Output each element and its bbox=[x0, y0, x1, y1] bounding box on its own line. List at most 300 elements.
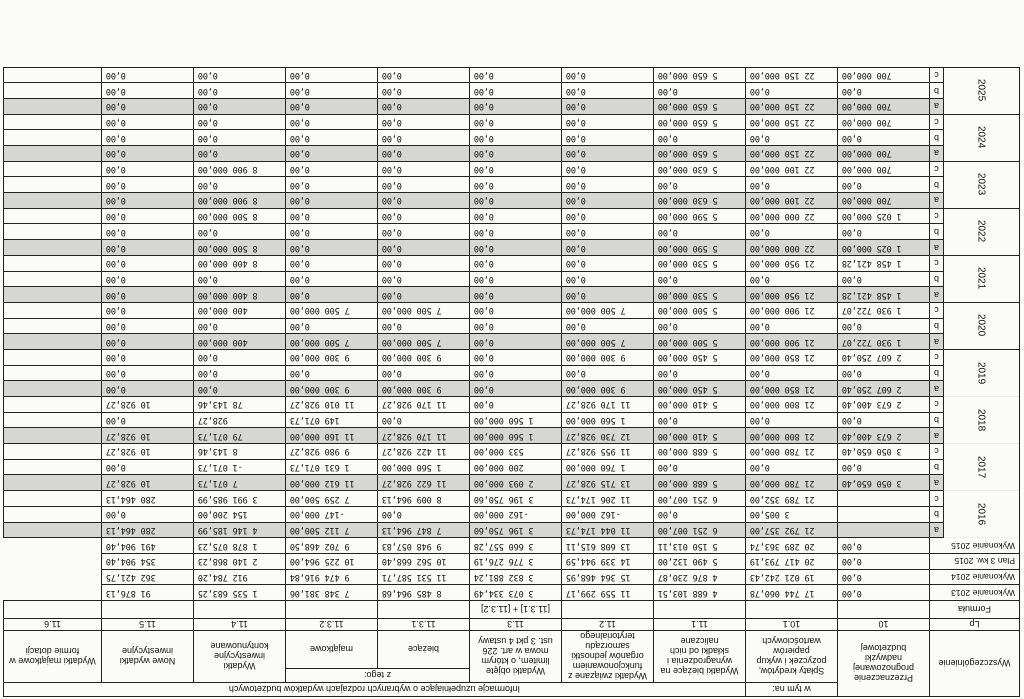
value-cell: 0,00 bbox=[101, 208, 193, 224]
header-w-tym-na: w tym na: bbox=[745, 683, 837, 697]
value-cell: 0,00 bbox=[653, 271, 745, 287]
value-cell: 0,00 bbox=[469, 146, 561, 162]
table-row bbox=[3, 475, 1019, 491]
table-row bbox=[3, 146, 1019, 162]
value-cell: 7 071,73 bbox=[193, 475, 285, 491]
row-label: Wykonanie 2015 bbox=[929, 538, 1019, 554]
value-cell: 1 560 000,00 bbox=[469, 428, 561, 444]
empty-cell bbox=[3, 83, 101, 99]
value-cell: 21 900 000,00 bbox=[745, 334, 837, 350]
value-cell: 0,00 bbox=[561, 177, 653, 193]
table-row bbox=[3, 444, 1019, 460]
value-cell: 0,00 bbox=[469, 350, 561, 366]
value-cell: 0,00 bbox=[561, 208, 653, 224]
empty-cell bbox=[3, 444, 101, 460]
value-cell: 22 150 000,00 bbox=[745, 99, 837, 115]
value-cell: 1 631 071,73 bbox=[285, 459, 377, 475]
value-cell: 17 744 060,78 bbox=[745, 585, 837, 601]
value-cell: 9 300 000,00 bbox=[285, 350, 377, 366]
value-cell: 5 450 000,00 bbox=[653, 350, 745, 366]
value-cell: 0,00 bbox=[745, 318, 837, 334]
sub-label: a bbox=[929, 475, 943, 491]
table-row bbox=[3, 381, 1019, 397]
empty-cell bbox=[3, 146, 101, 162]
sub-label: b bbox=[929, 83, 943, 99]
value-cell: 14 339 944,59 bbox=[561, 553, 653, 569]
value-cell: -147 000,00 bbox=[285, 506, 377, 522]
value-cell: 5 530 000,00 bbox=[653, 255, 745, 271]
value-cell: 0,00 bbox=[469, 193, 561, 209]
sub-label: c bbox=[929, 397, 943, 413]
value-cell: 10 928,27 bbox=[101, 428, 193, 444]
value-cell: 0,00 bbox=[653, 459, 745, 475]
value-cell: 2 607 250,40 bbox=[837, 350, 929, 366]
value-cell: 21 900 000,00 bbox=[745, 302, 837, 318]
value-cell: 0,00 bbox=[745, 365, 837, 381]
value-cell: 0,00 bbox=[193, 99, 285, 115]
value-cell: 9 300 000,00 bbox=[377, 381, 469, 397]
sub-label: c bbox=[929, 208, 943, 224]
value-cell: 0,00 bbox=[101, 99, 193, 115]
sub-label: b bbox=[929, 506, 943, 522]
table-row bbox=[3, 318, 1019, 334]
value-cell: 5 688 000,00 bbox=[653, 475, 745, 491]
value-cell: 0,00 bbox=[285, 255, 377, 271]
sub-label: c bbox=[929, 255, 943, 271]
table-row bbox=[3, 428, 1019, 444]
value-cell: 5 688 000,00 bbox=[653, 444, 745, 460]
value-cell: 0,00 bbox=[285, 177, 377, 193]
value-cell: 0,00 bbox=[653, 83, 745, 99]
value-cell: 22 150 000,00 bbox=[745, 146, 837, 162]
value-cell: 400 000,00 bbox=[193, 334, 285, 350]
value-cell: 91 876,13 bbox=[101, 585, 193, 601]
value-cell: 0,00 bbox=[653, 224, 745, 240]
value-cell: 0,00 bbox=[837, 365, 929, 381]
value-cell: 9 300 000,00 bbox=[377, 350, 469, 366]
value-cell: 0,00 bbox=[101, 271, 193, 287]
empty-cell bbox=[3, 350, 101, 366]
value-cell: 0,00 bbox=[837, 224, 929, 240]
formula-cell bbox=[285, 601, 377, 619]
przeznaczenie-cell: 0,00 bbox=[837, 585, 929, 601]
value-cell: 8 143,46 bbox=[193, 444, 285, 460]
value-cell: 1 025 000,00 bbox=[837, 240, 929, 256]
table-row bbox=[3, 83, 1019, 99]
value-cell: 5 590 000,00 bbox=[653, 208, 745, 224]
empty-cell bbox=[3, 161, 101, 177]
value-cell: 11 170 928,27 bbox=[561, 397, 653, 413]
value-cell: 0,00 bbox=[285, 99, 377, 115]
value-cell: 3 832 881,24 bbox=[469, 569, 561, 585]
value-cell: 0,00 bbox=[837, 177, 929, 193]
value-cell: 0,00 bbox=[377, 99, 469, 115]
header-przeznaczenie: Przeznaczenie prognozowanej nadwyżki budżetowej bbox=[837, 631, 929, 697]
value-cell: 5 630 000,00 bbox=[653, 193, 745, 209]
header-z-tego: z tego: bbox=[285, 669, 469, 683]
value-cell: 0,00 bbox=[561, 318, 653, 334]
value-cell: 21 780 000,00 bbox=[745, 475, 837, 491]
year-label: 2019 bbox=[944, 350, 1020, 397]
value-cell: 22 000 000,00 bbox=[745, 240, 837, 256]
value-cell: 0,00 bbox=[561, 67, 653, 83]
value-cell: 10 562 668,40 bbox=[377, 553, 469, 569]
value-cell: 0,00 bbox=[285, 365, 377, 381]
value-cell: 200 000,00 bbox=[469, 459, 561, 475]
empty-cell bbox=[3, 365, 101, 381]
year-label: 2021 bbox=[944, 255, 1020, 302]
value-cell: 0,00 bbox=[469, 302, 561, 318]
value-cell: 0,00 bbox=[561, 83, 653, 99]
value-cell: 78 143,46 bbox=[193, 397, 285, 413]
sub-label: c bbox=[929, 444, 943, 460]
value-cell: 1 930 722,07 bbox=[837, 334, 929, 350]
value-cell: 8 500 000,00 bbox=[193, 240, 285, 256]
sub-label: b bbox=[929, 459, 943, 475]
table-row bbox=[3, 459, 1019, 475]
empty-cell bbox=[3, 412, 101, 428]
value-cell: 928,27 bbox=[193, 412, 285, 428]
value-cell: 2 093 000,00 bbox=[469, 475, 561, 491]
value-cell: 4 688 103,51 bbox=[653, 585, 745, 601]
sub-label: b bbox=[929, 177, 943, 193]
value-cell: 1 560 000,00 bbox=[377, 459, 469, 475]
year-label: 2020 bbox=[944, 302, 1020, 349]
empty-cell bbox=[3, 506, 101, 522]
value-cell: 7 847 964,13 bbox=[377, 522, 469, 538]
table-row bbox=[3, 412, 1019, 428]
przeznaczenie-cell: 0,00 bbox=[837, 538, 929, 554]
table-row bbox=[3, 114, 1019, 130]
value-cell: 0,00 bbox=[377, 412, 469, 428]
value-cell: 0,00 bbox=[837, 83, 929, 99]
value-cell: 0,00 bbox=[285, 271, 377, 287]
value-cell: 11 170 928,27 bbox=[377, 428, 469, 444]
value-cell: 0,00 bbox=[561, 365, 653, 381]
value-cell: 0,00 bbox=[285, 83, 377, 99]
value-cell: 10 928,27 bbox=[101, 444, 193, 460]
value-cell: 0,00 bbox=[561, 99, 653, 115]
formula-cell bbox=[561, 601, 653, 619]
year-label: 2022 bbox=[944, 208, 1020, 255]
value-cell: 5 150 013,11 bbox=[653, 538, 745, 554]
value-cell: 22 000 000,00 bbox=[745, 208, 837, 224]
table-row bbox=[3, 99, 1019, 115]
value-cell: 4 876 230,87 bbox=[653, 569, 745, 585]
value-cell: 3 776 276,19 bbox=[469, 553, 561, 569]
value-cell: 0,00 bbox=[101, 334, 193, 350]
value-cell: 11 170 928,27 bbox=[377, 397, 469, 413]
lp-number: 11.3.2 bbox=[285, 619, 377, 631]
value-cell: 280 464,13 bbox=[101, 522, 193, 538]
lp-number: 11.4 bbox=[193, 619, 285, 631]
value-cell: 21 800 000,00 bbox=[745, 428, 837, 444]
value-cell: 11 955 928,27 bbox=[561, 444, 653, 460]
value-cell: 0,00 bbox=[193, 350, 285, 366]
value-cell: 5 650 000,00 bbox=[653, 146, 745, 162]
value-cell: 0,00 bbox=[101, 146, 193, 162]
value-cell: 7 500 000,00 bbox=[285, 302, 377, 318]
value-cell: 2 140 868,23 bbox=[193, 553, 285, 569]
lp-number: 10.1 bbox=[745, 619, 837, 631]
header-wydatki-zwiazane: Wydatki związane z funkcjonowaniem organów jednostki samorządu terytorialnego bbox=[561, 631, 653, 683]
value-cell: 8 400 000,00 bbox=[193, 287, 285, 303]
value-cell: 0,00 bbox=[101, 318, 193, 334]
empty-cell bbox=[3, 522, 101, 538]
lp-number: 11.1 bbox=[653, 619, 745, 631]
value-cell: 0,00 bbox=[285, 146, 377, 162]
value-cell: 1 025 000,00 bbox=[837, 208, 929, 224]
value-cell: 0,00 bbox=[377, 193, 469, 209]
value-cell: 0,00 bbox=[469, 318, 561, 334]
value-cell: 0,00 bbox=[101, 459, 193, 475]
empty-cell bbox=[3, 177, 101, 193]
empty-cell bbox=[3, 271, 101, 287]
value-cell: 354 904,40 bbox=[101, 553, 193, 569]
sub-label: a bbox=[929, 381, 943, 397]
sub-label: c bbox=[929, 67, 943, 83]
table-row bbox=[3, 177, 1019, 193]
value-cell: 280 464,13 bbox=[101, 491, 193, 507]
value-cell: 0,00 bbox=[377, 146, 469, 162]
value-cell: 5 490 132,00 bbox=[653, 553, 745, 569]
header-splaty: Spłaty kredytów, pożyczek i wykup papierów wartościowych bbox=[745, 631, 837, 683]
value-cell: 5 650 000,00 bbox=[653, 67, 745, 83]
value-cell: 0,00 bbox=[837, 459, 929, 475]
value-cell: 0,00 bbox=[745, 224, 837, 240]
empty-cell bbox=[3, 397, 101, 413]
empty-cell bbox=[3, 114, 101, 130]
value-cell: 0,00 bbox=[377, 255, 469, 271]
value-cell: 5 500 000,00 bbox=[653, 302, 745, 318]
header-inwest-kontynuowane: Wydatki inwestycyjne kontynuowane bbox=[193, 631, 285, 683]
value-cell: 5 630 000,00 bbox=[653, 161, 745, 177]
year-label: 2025 bbox=[944, 67, 1020, 114]
empty-cell bbox=[3, 287, 101, 303]
value-cell: 0,00 bbox=[469, 397, 561, 413]
table-row bbox=[3, 334, 1019, 350]
value-cell: 0,00 bbox=[469, 99, 561, 115]
value-cell: 0,00 bbox=[377, 365, 469, 381]
header-wydatki-biezace: Wydatki bieżące na wynagrodzenia i składki od nich naliczane bbox=[653, 631, 745, 683]
value-cell: 8 500 000,00 bbox=[193, 208, 285, 224]
value-cell: 1 535 683,25 bbox=[193, 585, 285, 601]
year-label: 2017 bbox=[944, 444, 1020, 491]
value-cell: 0,00 bbox=[561, 114, 653, 130]
value-cell: 0,00 bbox=[653, 506, 745, 522]
table-row bbox=[3, 365, 1019, 381]
value-cell: 0,00 bbox=[101, 350, 193, 366]
value-cell: 0,00 bbox=[193, 177, 285, 193]
formula-cell bbox=[377, 601, 469, 619]
value-cell: 10 928,27 bbox=[101, 397, 193, 413]
empty-cell bbox=[3, 130, 101, 146]
value-cell: 700 000,00 bbox=[837, 193, 929, 209]
value-cell: 20 289 363,74 bbox=[745, 538, 837, 554]
value-cell: 8 900 000,00 bbox=[193, 161, 285, 177]
value-cell: 22 100 000,00 bbox=[745, 193, 837, 209]
value-cell: 5 410 000,00 bbox=[653, 397, 745, 413]
value-cell: 0,00 bbox=[837, 271, 929, 287]
formula-cell bbox=[101, 601, 193, 619]
empty-cell bbox=[3, 255, 101, 271]
value-cell: 1 560 000,00 bbox=[469, 412, 561, 428]
value-cell: 1 760 000,00 bbox=[561, 459, 653, 475]
budget-table bbox=[3, 67, 1020, 697]
przeznaczenie-cell bbox=[837, 506, 929, 522]
value-cell: 0,00 bbox=[561, 287, 653, 303]
value-cell: 11 559 299,17 bbox=[561, 585, 653, 601]
value-cell: 3 050 650,40 bbox=[837, 475, 929, 491]
value-cell: 0,00 bbox=[285, 208, 377, 224]
sub-label: c bbox=[929, 350, 943, 366]
value-cell: 0,00 bbox=[101, 224, 193, 240]
lp-number: 11.6 bbox=[3, 619, 101, 631]
formula-cell bbox=[653, 601, 745, 619]
value-cell: 0,00 bbox=[285, 193, 377, 209]
value-cell: 0,00 bbox=[561, 271, 653, 287]
sub-label: a bbox=[929, 240, 943, 256]
value-cell: 0,00 bbox=[469, 224, 561, 240]
value-cell: 7 500 000,00 bbox=[377, 302, 469, 318]
lp-number: 11.2 bbox=[561, 619, 653, 631]
value-cell: 0,00 bbox=[193, 224, 285, 240]
value-cell: -1 071,73 bbox=[193, 459, 285, 475]
value-cell: 7 500 000,00 bbox=[285, 334, 377, 350]
value-cell: 0,00 bbox=[101, 365, 193, 381]
value-cell: 0,00 bbox=[837, 130, 929, 146]
value-cell: 10 225 964,00 bbox=[285, 553, 377, 569]
value-cell: 0,00 bbox=[193, 271, 285, 287]
value-cell: 20 417 793,19 bbox=[745, 553, 837, 569]
value-cell: 0,00 bbox=[285, 67, 377, 83]
formula-label: Formuła bbox=[929, 601, 1019, 619]
value-cell: 21 850 000,00 bbox=[745, 381, 837, 397]
value-cell: 0,00 bbox=[101, 255, 193, 271]
table-row bbox=[3, 585, 1019, 601]
value-cell: 21 780 000,00 bbox=[745, 444, 837, 460]
value-cell: 1 930 722,07 bbox=[837, 302, 929, 318]
sub-label: c bbox=[929, 491, 943, 507]
value-cell: 5 650 000,00 bbox=[653, 99, 745, 115]
value-cell: 5 410 000,00 bbox=[653, 428, 745, 444]
value-cell: 8 009 964,13 bbox=[377, 491, 469, 507]
value-cell: 9 300 000,00 bbox=[285, 381, 377, 397]
value-cell: 11 010 928,27 bbox=[285, 397, 377, 413]
table-row bbox=[3, 67, 1019, 83]
value-cell: 0,00 bbox=[745, 130, 837, 146]
value-cell: 0,00 bbox=[745, 83, 837, 99]
header-wydatki-objete: Wydatki objęte limitem, o którym mowa w art. 226 ust. 3 pkt 4 ustawy bbox=[469, 631, 561, 683]
empty-cell bbox=[3, 381, 101, 397]
value-cell: 912 784,20 bbox=[193, 569, 285, 585]
value-cell: 6 251 007,00 bbox=[653, 491, 745, 507]
value-cell: 0,00 bbox=[745, 177, 837, 193]
sub-label: c bbox=[929, 302, 943, 318]
value-cell: 3 196 750,60 bbox=[469, 491, 561, 507]
value-cell: 9 300 000,00 bbox=[561, 350, 653, 366]
value-cell: 5 650 000,00 bbox=[653, 114, 745, 130]
value-cell: 0,00 bbox=[377, 114, 469, 130]
value-cell: 11 531 587,71 bbox=[377, 569, 469, 585]
value-cell: 5 450 000,00 bbox=[653, 381, 745, 397]
value-cell: 7 500 000,00 bbox=[377, 334, 469, 350]
value-cell: 0,00 bbox=[469, 287, 561, 303]
value-cell: 19 021 242,43 bbox=[745, 569, 837, 585]
value-cell: 0,00 bbox=[193, 318, 285, 334]
year-label: 2024 bbox=[944, 114, 1020, 161]
value-cell: 0,00 bbox=[377, 130, 469, 146]
value-cell: 0,00 bbox=[285, 287, 377, 303]
value-cell: 0,00 bbox=[285, 240, 377, 256]
value-cell: 154 200,00 bbox=[193, 506, 285, 522]
lp-number: 11.3.1 bbox=[377, 619, 469, 631]
year-label: 2023 bbox=[944, 161, 1020, 208]
value-cell: 0,00 bbox=[101, 193, 193, 209]
value-cell: 0,00 bbox=[653, 130, 745, 146]
value-cell: 0,00 bbox=[561, 146, 653, 162]
table-row bbox=[3, 553, 1019, 569]
value-cell: 700 000,00 bbox=[837, 161, 929, 177]
empty-cell bbox=[3, 208, 101, 224]
value-cell: 0,00 bbox=[745, 459, 837, 475]
przeznaczenie-cell: 0,00 bbox=[837, 553, 929, 569]
value-cell: 0,00 bbox=[561, 193, 653, 209]
value-cell: 0,00 bbox=[469, 130, 561, 146]
value-cell: -162 000,00 bbox=[469, 506, 561, 522]
value-cell: 11 612 000,00 bbox=[285, 475, 377, 491]
value-cell: 6 251 007,00 bbox=[653, 522, 745, 538]
value-cell: 0,00 bbox=[745, 412, 837, 428]
value-cell: 0,00 bbox=[469, 271, 561, 287]
value-cell: 0,00 bbox=[193, 83, 285, 99]
value-cell: 0,00 bbox=[193, 130, 285, 146]
value-cell: 0,00 bbox=[285, 318, 377, 334]
value-cell: 3 196 750,60 bbox=[469, 522, 561, 538]
value-cell: 0,00 bbox=[101, 381, 193, 397]
header-informacje: Informacje uzupełniające o wybranych rodzajach wydatków budżetowych bbox=[3, 683, 745, 697]
lp-number: 11.3 bbox=[469, 619, 561, 631]
value-cell: 0,00 bbox=[561, 130, 653, 146]
formula-cell bbox=[3, 601, 101, 619]
value-cell: 0,00 bbox=[101, 130, 193, 146]
header-majatkowe-dotacji: Wydatki majątkowe w formie dotacji bbox=[3, 631, 101, 683]
empty-cell bbox=[3, 67, 101, 83]
value-cell: 7 112 500,00 bbox=[285, 522, 377, 538]
value-cell: 7 500 000,00 bbox=[561, 334, 653, 350]
value-cell: 8 900 000,00 bbox=[193, 193, 285, 209]
empty-cell bbox=[3, 334, 101, 350]
table-row bbox=[3, 271, 1019, 287]
value-cell: 0,00 bbox=[837, 412, 929, 428]
value-cell: 11 206 174,73 bbox=[561, 491, 653, 507]
value-cell: 0,00 bbox=[377, 287, 469, 303]
value-cell: 3 660 557,28 bbox=[469, 538, 561, 554]
value-cell: 0,00 bbox=[653, 177, 745, 193]
empty-cell bbox=[3, 475, 101, 491]
value-cell: 0,00 bbox=[285, 224, 377, 240]
value-cell: 7 500 000,00 bbox=[561, 302, 653, 318]
value-cell: 13 715 928,27 bbox=[561, 475, 653, 491]
formula-cell bbox=[837, 601, 929, 619]
empty-cell bbox=[3, 193, 101, 209]
value-cell: 0,00 bbox=[561, 224, 653, 240]
value-cell: 0,00 bbox=[101, 161, 193, 177]
value-cell: 3 050 650,40 bbox=[837, 444, 929, 460]
value-cell: 0,00 bbox=[377, 161, 469, 177]
value-cell: 0,00 bbox=[469, 334, 561, 350]
value-cell: 0,00 bbox=[193, 381, 285, 397]
